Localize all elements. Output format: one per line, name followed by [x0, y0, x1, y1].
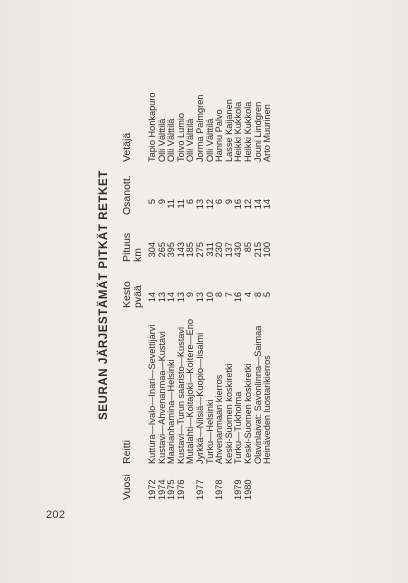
cell-leader: Olli Välttilä — [204, 118, 215, 162]
cell-route: Kuttura—Ivalo—Inari—Sevettijärvi — [147, 324, 157, 464]
header-leader: Vetäjä — [121, 132, 133, 162]
cell-route: Olavinlaivat: Savonlinna—Saimaa — [252, 325, 263, 464]
cell-leader: Jouni Lindgren — [252, 101, 263, 162]
cell-length: 85 — [242, 242, 253, 253]
cell-leader: Hannu Palvo — [214, 109, 225, 162]
cell-route: Kustavi—Turun saaristo—Kustavi — [175, 326, 186, 464]
cell-duration: 13 — [156, 292, 167, 303]
cell-year: 1974 — [156, 479, 167, 500]
table-body — [148, 60, 273, 540]
cell-duration: 9 — [185, 292, 196, 298]
cell-length: 304 — [147, 242, 157, 258]
cell-participants: 11 — [166, 199, 177, 209]
cell-route: Ahvenanmaan kierros — [214, 374, 225, 464]
header-duration-line1: Kesto — [121, 281, 133, 308]
header-participants: Osanott. — [121, 175, 133, 215]
cell-route: Turku—Helsinki — [204, 399, 215, 464]
cell-route: Turku—Tukholma — [233, 391, 244, 464]
cell-participants: 16 — [233, 199, 244, 210]
cell-year: 1976 — [175, 479, 186, 500]
cell-duration: 16 — [233, 292, 244, 303]
header-length — [122, 233, 144, 262]
cell-length: 137 — [223, 242, 234, 258]
cell-leader: Olli Välttilä — [166, 118, 177, 162]
header-duration — [122, 281, 144, 308]
header-route: Reitti — [121, 440, 133, 464]
cell-route: Maarianhamina—Helsinki — [166, 359, 177, 464]
table-row — [263, 60, 273, 540]
page-number: 202 — [46, 509, 66, 521]
cell-route: Keski-Suomen koskiretki — [242, 363, 253, 464]
cell-duration: 10 — [204, 292, 215, 303]
cell-leader: Heikki Kukkola — [233, 101, 244, 162]
cell-route: Jyrkkä—Nilsiä—Kuopio—Iisalmi — [194, 332, 205, 464]
cell-year: 1975 — [166, 479, 177, 500]
cell-length: 230 — [214, 242, 225, 258]
cell-leader: Heikki Kukkola — [242, 101, 253, 162]
cell-leader: Olli Välttilä — [156, 118, 167, 162]
table-title: SEURAN JÄRJESTÄMÄT PITKÄT RETKET — [98, 170, 110, 420]
cell-duration: 7 — [223, 292, 234, 298]
cell-length: 395 — [166, 242, 177, 258]
cell-participants: 12 — [204, 199, 215, 210]
cell-participants: 13 — [194, 199, 205, 210]
cell-year: 1972 — [147, 479, 157, 500]
rotated-table-block — [78, 60, 378, 540]
cell-participants: 14 — [252, 199, 263, 210]
cell-length: 430 — [233, 242, 244, 258]
cell-participants: 5 — [147, 199, 157, 205]
cell-year: 1978 — [214, 479, 225, 500]
cell-duration: 4 — [242, 292, 253, 298]
cell-year: 1977 — [194, 479, 205, 500]
header-duration-line2: pvää — [132, 285, 144, 308]
cell-duration: 13 — [175, 292, 186, 303]
cell-length: 215 — [252, 242, 263, 258]
cell-length: 185 — [185, 242, 196, 258]
cell-leader: Lasse Kaijanen — [223, 99, 234, 162]
cell-duration: 8 — [214, 292, 225, 298]
cell-route: Mutalahti—Koitajoki—Koitere—Eno — [185, 318, 196, 464]
cell-participants: 11 — [175, 199, 186, 209]
cell-participants: 6 — [214, 199, 225, 205]
cell-length: 275 — [194, 242, 205, 258]
cell-duration: 14 — [147, 292, 157, 303]
cell-length: 143 — [175, 242, 186, 258]
cell-participants: 9 — [223, 199, 234, 205]
cell-leader: Olli Välttilä — [185, 118, 196, 162]
cell-participants: 14 — [262, 199, 273, 210]
cell-length: 100 — [262, 242, 273, 258]
cell-duration: 5 — [262, 292, 273, 298]
cell-route: Kustavi—Ahvenanmaa—Kustavi — [156, 331, 167, 464]
cell-leader: Jorma Palmgren — [194, 94, 205, 162]
cell-leader: Toivo Lumio — [175, 112, 186, 162]
cell-duration: 8 — [252, 292, 263, 298]
cell-participants: 9 — [156, 199, 167, 205]
cell-route: Keski-Suomen koskiretki — [223, 363, 234, 464]
cell-duration: 13 — [194, 292, 205, 303]
cell-length: 265 — [156, 242, 167, 258]
cell-participants: 12 — [242, 199, 253, 210]
header-length-line2: km — [132, 248, 144, 262]
cell-length: 311 — [204, 242, 215, 257]
cell-year: 1980 — [242, 479, 253, 500]
header-length-line1: Pituus — [121, 232, 133, 262]
cell-leader: Arto Muurinen — [262, 104, 273, 162]
cell-participants: 6 — [185, 199, 196, 205]
cell-leader: Tapio Honkapuro — [147, 92, 157, 162]
header-year: Vuosi — [121, 474, 133, 500]
cell-duration: 14 — [166, 292, 177, 303]
cell-route: Heinäveden luostarikierros — [262, 355, 273, 464]
cell-year: 1979 — [233, 479, 244, 500]
